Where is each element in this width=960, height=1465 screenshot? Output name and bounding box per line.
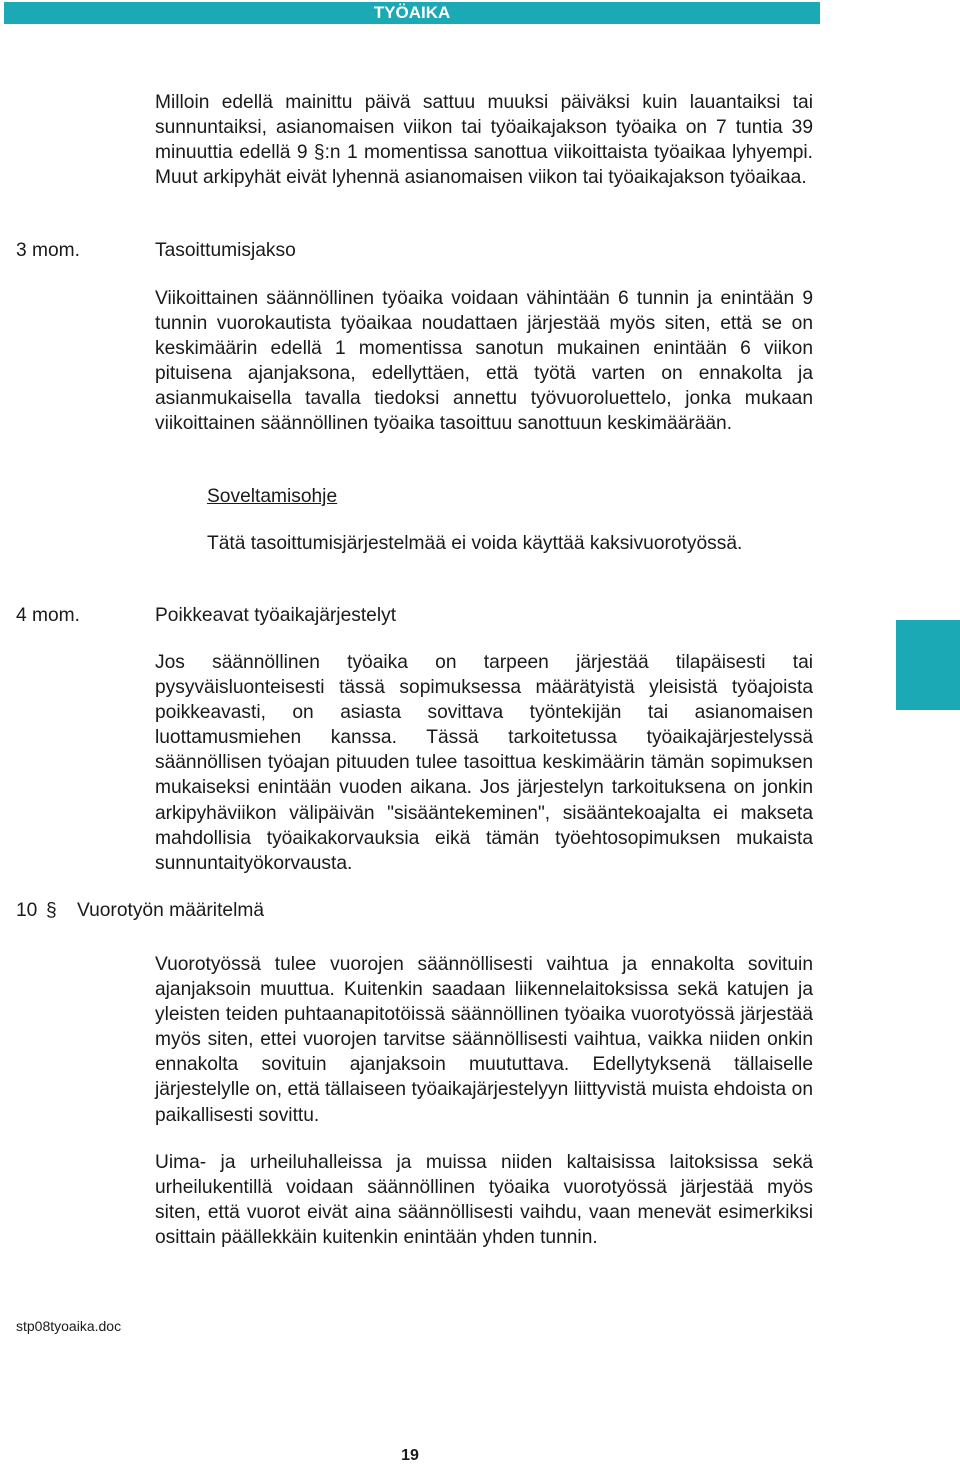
- header-title: TYÖAIKA: [373, 3, 451, 22]
- section10-heading: Vuorotyön määritelmä: [77, 900, 264, 921]
- page-number: 19: [401, 1447, 419, 1464]
- section10-paragraph-2: Uima- ja urheiluhalleissa ja muissa niiden kaltaisissa laitoksissa sekä urheilukentillä voidaan säännöllinen työaika vuorotyössä järjestää myös siten, että vuorot eivät aina säännöllisesti vaihdu, vaan menevät esimerkiksi osittain päällekkäin kuitenkin enintään yhden tunnin.: [155, 1152, 813, 1249]
- mom3-number: 3 mom.: [16, 240, 80, 261]
- side-tab-marker: [896, 620, 960, 710]
- mom3-heading: Tasoittumisjakso: [155, 240, 296, 261]
- section10-paragraph-1: Vuorotyössä tulee vuorojen säännöllisesti vaihtua ja ennakolta sovituin ajanjaksoin muuttua. Kuitenkin saadaan liikennelaitoksissa sekä katujen ja yleisten teiden puhtaanapitotöissä säännöllinen työaika vuorotyössä järjestää myös siten, ettei vuorojen tarvitse säännöllisesti vaihtua, vaikka niiden onkin ennakolta sovituin ajanjaksoin muututtava. Edellytyksenä tällaiselle järjestelylle on, että tällaiseen työaikajärjestelyyn liittyvistä muista ehdoista on paikallisesti sovittu.: [155, 954, 813, 1126]
- guidance-paragraph: Tätä tasoittumisjärjestelmää ei voida käyttää kaksivuorotyössä.: [207, 533, 743, 554]
- mom4-heading: Poikkeavat työaikajärjestelyt: [155, 605, 397, 626]
- intro-paragraph: Milloin edellä mainittu päivä sattuu muuksi päiväksi kuin lauantaiksi tai sunnuntaiksi, asianomaisen viikon tai työaikajakson työaika on 7 tuntia 39 minuuttia edellä 9 §:n 1 momentissa sanottua viikoittaista työaikaa lyhyempi. Muut arkipyhät eivät lyhennä asianomaisen viikon tai työaikajakson työaikaa.: [155, 92, 813, 189]
- mom4-number: 4 mom.: [16, 605, 80, 626]
- footer-filename: stp08tyoaika.doc: [16, 1318, 122, 1334]
- section10-number: 10: [16, 900, 38, 921]
- header-bar: [4, 2, 820, 24]
- section-symbol: §: [46, 900, 57, 921]
- mom4-paragraph: Jos säännöllinen työaika on tarpeen järjestää tilapäisesti tai pysyväisluonteisesti tässä sopimuksessa määrätyistä yleisistä työajoista poikkeavasti, on asiasta sovittava työntekijän tai asianomaisen luottamusmiehen kanssa. Tässä tarkoitetussa työaikajärjestelyssä säännöllisen työajan pituuden tulee tasoittua keskimäärin tämän sopimuksen mukaiseksi enintään vuoden aikana. Jos järjestelyn tarkoituksena on jonkin arkipyhäviikon välipäivän "sisääntekeminen", sisääntekoajalta ei makseta mahdollisia työaikakorvauksia eikä tämän työehtosopimuksen mukaista sunnuntaityökorvausta.: [155, 652, 813, 874]
- mom3-paragraph: Viikoittainen säännöllinen työaika voidaan vähintään 6 tunnin ja enintään 9 tunnin vuorokautista työaikaa noudattaen järjestää myös siten, että se on keskimäärin edellä 1 momentissa sanotun mukainen enintään 6 viikon pituisena ajanjaksona, edellyttäen, että työtä varten on ennakolta ja asianmukaisella tavalla tiedoksi annettu työvuoroluettelo, jonka mukaan viikoittainen säännöllinen työaika tasoittuu sanottuun keskimäärään.: [155, 288, 813, 435]
- guidance-heading: Soveltamisohje: [207, 486, 338, 507]
